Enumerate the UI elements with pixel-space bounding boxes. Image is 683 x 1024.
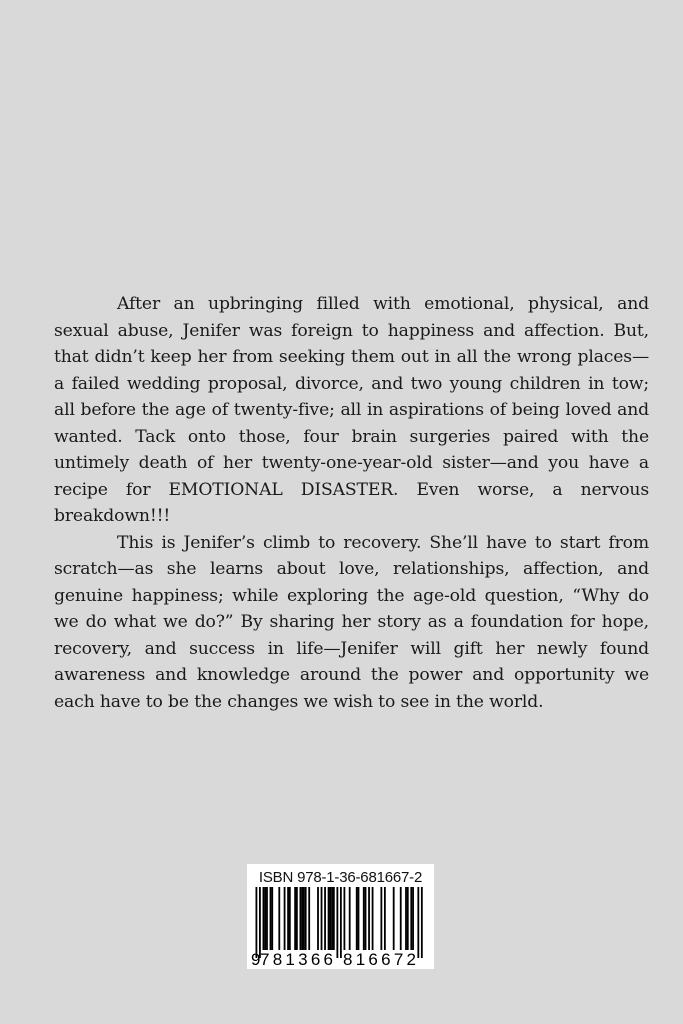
isbn-barcode-box	[247, 864, 434, 969]
barcode-bars	[256, 887, 423, 958]
barcode-right-digits: 816672	[343, 950, 416, 969]
isbn-label: ISBN 978-1-36-681667-2	[258, 869, 423, 886]
blurb-paragraph-2: This is Jenifer’s climb to recovery. She’ll have to start from scratch—as she learns about love, relationships, affection, and genuine happiness; while exploring the age-old question, “Why do we do what we do?” By sharing her story as a foundation for hope, recovery, and success in life—Jenifer will gift her newly found awareness and knowledge around the power and opportunity we each have to be the changes we wish to see in the world.	[54, 532, 649, 712]
barcode-left-digits: 781366	[260, 950, 333, 969]
back-cover-blurb	[54, 291, 649, 715]
blurb-paragraph-1: After an upbringing filled with emotional, physical, and sexual abuse, Jenifer was foreign to happiness and affection. But, that didn’t keep her from seeking them out in all the wrong places—a failed wedding proposal, divorce, and two young children in tow; all before the age of twenty-five; all in aspirations of being loved and wanted. Tack onto those, four brain surgeries paired with the untimely death of her twenty-one-year-old sister—and you have a recipe for EMOTIONAL DISASTER. Even worse, a nervous breakdown!!!	[54, 294, 649, 526]
ean13-barcode	[247, 864, 434, 969]
barcode-first-digit: 9	[251, 950, 261, 969]
